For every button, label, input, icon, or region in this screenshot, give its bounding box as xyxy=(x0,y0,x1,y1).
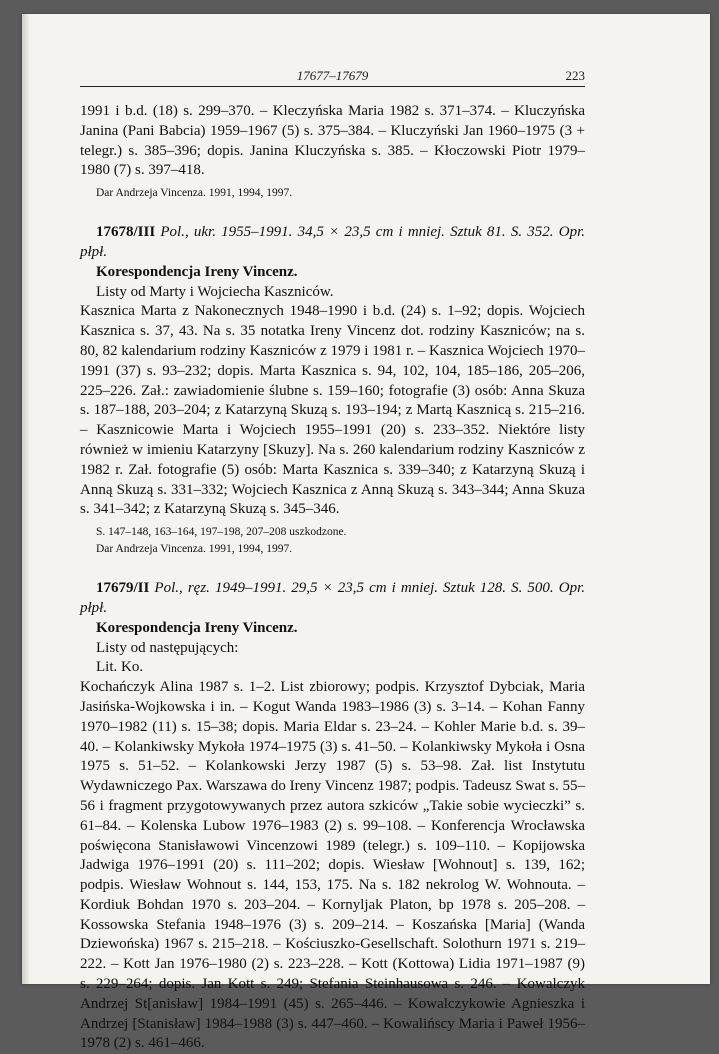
page-header xyxy=(80,66,585,87)
entry-17678-body: Kasznica Marta z Nakonecznych 1948–1990 i b.d. (24) s. 1–92; dopis. Wojciech Kasznica s. 37, 43. Na s. 35 notatka Ireny Vincenz dot. rodziny Kaszniców; na s. 80, 82 kalendarium rodziny Kaszniców z 1979 i 1981 r. – Kasznica Wojciech 1970–1991 (37) s. 93–232; dopis. Marta Kasznica s. 94, 102, 104, 185–186, 205–206, 225–226. Zał.: zawiadomienie ślubne s. 159–160; fotografie (3) osób: Anna Skuza s. 187–188, 203–204; z Katarzyną Skuzą s. 193–194; z Martą Kasznicą s. 215–216. – Kasznicowie Marta i Wojciech 1955–1991 (20) s. 233–352. Niektóre listy również w imieniu Katarzyny [Skuzy]. Na s. 260 kalendarium rodziny Kaszniców z 1982 r. Zał. fotografie (5) osób: Marta Kasznica s. 339–340; z Katarzyną Skuzą i Anną Skuzą s. 331–332; Wojciech Kasznica z Anną Skuzą s. 343–344; Anna Skuza s. 341–342; z Katarzyną Skuzą s. 345–346. xyxy=(80,303,585,518)
entry-17678-description: Pol., ukr. 1955–1991. 34,5 × 23,5 cm i mniej. Sztuk 81. S. 352. Opr. płpł. xyxy=(80,224,585,260)
entry-17679-number: 17679/II xyxy=(96,580,150,597)
entry-17678-damage-note: S. 147–148, 163–164, 197–198, 207–208 uszkodzone. xyxy=(96,526,347,539)
entry-17679-collection: Korespondencja Ireny Vincenz. xyxy=(96,619,298,636)
entry-17679-heading xyxy=(80,579,585,619)
entry-17678-collection: Korespondencja Ireny Vincenz. xyxy=(96,263,298,280)
running-title: 17677–17679 xyxy=(296,68,369,83)
page-content xyxy=(80,102,585,1054)
entry-17678-subtitle: Listy od Marty i Wojciecha Kaszniców. xyxy=(96,283,334,300)
continuation-text: 1991 i b.d. (18) s. 299–370. – Kleczyńska Maria 1982 s. 371–374. – Kluczyńska Janina (Pani Babcia) 1959–1967 (5) s. 375–384. – Kluczyński Jan 1960–1975 (3 + telegr.) s. 385–396; dopis. Janina Kluczyńska s. 385. – Kłoczowski Piotr 1979–1980 (7) s. 397–418. xyxy=(80,103,585,179)
page-number: 223 xyxy=(565,68,585,83)
book-page xyxy=(22,14,710,1052)
entry-17679-body: Kochańczyk Alina 1987 s. 1–2. List zbiorowy; podpis. Krzysztof Dybciak, Maria Jasińska-Wojkowska i in. – Kogut Wanda 1983–1986 (3) s. 3–14. – Kohan Fanny 1970–1982 (11) s. 15–38; dopis. Maria Eldar s. 23–24. – Kohler Marie b.d. s. 39–40. – Kolankiwsky Mykoła 1974–1975 (3) s. 41–50. – Kolankiwsky Mykoła i Osna 1975 s. 51–52. – Kolankowski Jerzy 1987 (5) s. 53–98. Zał. list Instytutu Wydawniczego Pax. Warszawa do Ireny Vincenz 1987; podpis. Tadeusz Swat s. 55–56 i fragment przygotowywanych przez autora szkiców „Takie sobie wycieczki” s. 61–84. – Kolenska Lubow 1976–1983 (2) s. 99–108. – Konferencja Wrocławska poświęcona Stanisławowi Vincenzowi 1989 (telegr.) s. 109–110. – Kopijowska Jadwiga 1976–1991 (20) s. 111–202; dopis. Wiesław [Wohnout] s. 139, 162; podpis. Wiesław Wohnout s. 144, 153, 175. Na s. 182 nekrolog W. Wohnouta. – Kordiuk Bohdan 1970 s. 203–204. – Kornyljak Platon, bp 1978 s. 205–208. – Kossowska Stefania 1948–1976 (3) s. 209–214. – Koszańska [Maria] (Wanda Dziewońska) 1967 s. 215–218. – Kościuszko-Gesellschaft. Solothurn 1971 s. 219–222. – Kott Jan 1976–1980 (2) s. 223–228. – Kott (Kottowa) Lidia 1971–1987 (9) s. 229–264; dopis. Jan Kott s. 249; Stefania Steinhausowa s. 246. – Kowalczyk Andrzej St[anisław] 1984–1991 (45) s. 265–446. – Kowalczykowie Agnieszka i Andrzej [Stanisław] 1984–1988 (3) s. 447–460. – Kowalińscy Maria i Paweł 1956–1978 (2) s. 461–466. xyxy=(80,679,585,1052)
entry-17679-subtitle: Listy od następujących: xyxy=(96,639,239,656)
entry-17678-gift-note: Dar Andrzeja Vincenza. 1991, 1994, 1997. xyxy=(96,543,293,556)
entry-17679-description: Pol., ręz. 1949–1991. 29,5 × 23,5 cm i mniej. Sztuk 128. S. 500. Opr. płpł. xyxy=(80,580,586,616)
entry-17679-section: Lit. Ko. xyxy=(96,659,144,676)
entry-17678-number: 17678/III xyxy=(96,224,156,241)
continuation-gift-note: Dar Andrzeja Vincenza. 1991, 1994, 1997. xyxy=(96,187,293,200)
entry-17678-heading xyxy=(80,223,585,263)
page-spine-shadow xyxy=(22,14,30,984)
